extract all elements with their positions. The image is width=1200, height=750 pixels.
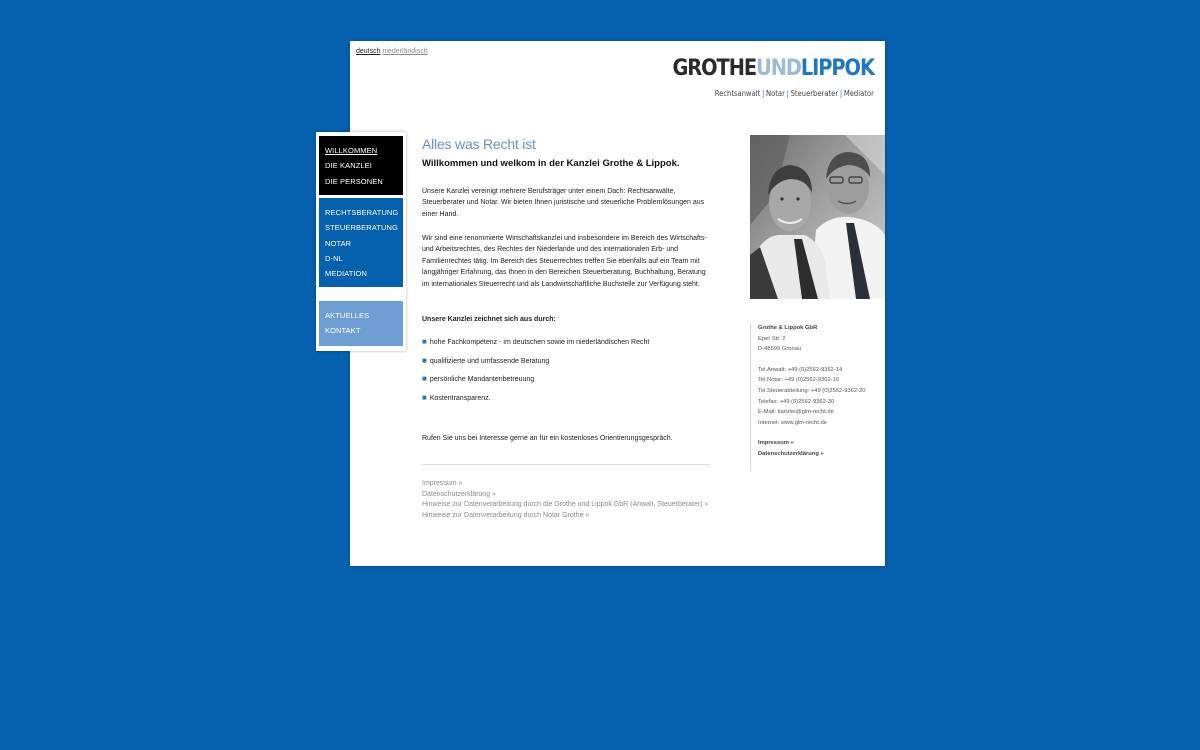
main-content xyxy=(422,136,712,520)
sidebar-datenschutz-link[interactable]: Datenschutzerklärung » xyxy=(758,451,824,458)
datenschutz-link[interactable]: Datenschutzerklärung » xyxy=(422,490,496,498)
nav-item-steuerberatung[interactable]: STEUERBERATUNG xyxy=(325,223,398,233)
feature-text: Kostentransparenz. xyxy=(429,394,491,402)
list-item xyxy=(422,392,649,411)
tagline-separator: | xyxy=(786,89,789,98)
nav-item-notar[interactable]: NOTAR xyxy=(325,238,352,248)
feature-text: qualifizierte und umfassende Beratung xyxy=(429,357,550,365)
footer-links xyxy=(422,479,708,522)
nav-item-aktuelles[interactable]: AKTUELLES xyxy=(325,311,370,320)
main-navigation xyxy=(316,132,406,351)
nav-item-die-personen[interactable]: DIE PERSONEN xyxy=(325,176,383,186)
features-title: Unsere Kanzlei zeichnet sich aus durch: xyxy=(422,316,556,323)
nav-item-mediation[interactable]: MEDIATION xyxy=(325,269,368,279)
logo-wordmark xyxy=(673,55,874,83)
logo-part-und: UND xyxy=(756,56,801,81)
divider xyxy=(422,464,710,465)
contact-sidebar xyxy=(750,323,878,471)
impressum-link[interactable]: Impressum » xyxy=(422,480,463,487)
phone-notary: Tel.Notar: +49 (0)2562-9362-16 xyxy=(758,377,840,384)
logo[interactable] xyxy=(645,55,874,98)
phone-tax: Tel.Steuerabteilung: +49 (0)2562-9362-20 xyxy=(758,387,866,394)
content-page xyxy=(350,41,885,566)
description-paragraph: Wir sind eine renommierte Wirtschaftskanzlei und insbesondere im Bereich des Wirtschafts- und Arbeitsrechtes, des Rechtes der Niederlande und des internationalen Erb- und Familienrechtes tätig. Im Bereich des Steuerrechtes treffen Sie ebenfalls auf ein Team mit langjähriger Erfahrung, das Ihnen in den Bereichen Steuerberatung, Buchhaltung, Beratung im internationales Steuerrecht und als Landwirtschaftliche Buchstelle zur Verfügung steht. xyxy=(422,235,707,288)
lang-link-deutsch[interactable]: deutsch xyxy=(356,48,381,55)
website: Internet: www.glm-recht.de xyxy=(758,419,827,426)
tagline-item: Mediator xyxy=(843,89,874,98)
welcome-heading: Willkommen und welkom in der Kanzlei Grothe & Lippok. xyxy=(422,158,680,169)
bullet-icon: ■ xyxy=(422,355,427,365)
nav-group-kanzlei xyxy=(319,136,403,195)
page-title: Alles was Recht ist xyxy=(422,136,536,152)
list-item xyxy=(422,336,649,355)
lang-link-niederlaendisch[interactable]: niederländisch xyxy=(382,48,428,55)
nav-item-rechtsberatung[interactable]: RECHTSBERATUNG xyxy=(325,208,399,217)
city-address: D-48599 Gronau xyxy=(758,346,802,353)
tagline-separator: | xyxy=(839,89,843,98)
street-address: Eper Str. 2 xyxy=(758,335,786,342)
list-item xyxy=(422,373,649,392)
nav-group-services xyxy=(319,198,403,287)
bullet-icon: ■ xyxy=(422,392,427,402)
features-list xyxy=(422,336,649,410)
nav-group-info xyxy=(319,301,403,346)
language-switcher xyxy=(356,48,428,55)
intro-paragraph: Unsere Kanzlei vereinigt mehrere Berufsträger unter einem Dach: Rechtsanwälte, Steuerberater und Notar. Wir bieten Ihnen juristische und steuerliche Problemlösungen aus einer Hand. xyxy=(422,188,705,218)
nav-item-kontakt[interactable]: KONTAKT xyxy=(325,326,361,336)
datenverarbeitung-notar-link[interactable]: Hinweise zur Datenverarbeitung durch Notar Grothe » xyxy=(422,512,590,520)
bullet-icon: ■ xyxy=(422,337,427,346)
logo-part-grothe: GROTHE xyxy=(672,56,757,81)
sidebar-impressum-link[interactable]: Impressum » xyxy=(758,440,794,447)
company-name: Grothe & Lippok GbR xyxy=(758,325,818,331)
nav-item-d-nl[interactable]: D-NL xyxy=(325,253,343,263)
feature-text: persönliche Mandantenbetreuung xyxy=(429,376,535,384)
partners-photo-image xyxy=(750,135,885,299)
logo-tagline xyxy=(679,89,874,98)
nav-item-die-kanzlei[interactable]: DIE KANZLEI xyxy=(325,161,372,171)
tagline-item: Steuerberater xyxy=(790,89,839,98)
logo-part-lippok: LIPPOK xyxy=(800,56,874,81)
tagline-item: Rechtsanwalt xyxy=(714,89,761,98)
phone-lawyer: Tel.Anwalt: +49 (0)2562-9362-14 xyxy=(758,366,843,373)
fax: Telefax: +49 (0)2562-9362-30 xyxy=(758,398,835,405)
call-to-action-text: Rufen Sie uns bei Interesse gerne an für ein kostenloses Orientierungsgespräch. xyxy=(422,435,673,442)
tagline-separator: | xyxy=(762,89,765,98)
bullet-icon: ■ xyxy=(422,374,427,384)
tagline-item: Notar xyxy=(766,89,785,98)
feature-text: hohe Fachkompetenz - im deutschen sowie im niederländischen Recht xyxy=(429,339,650,346)
nav-item-willkommen[interactable]: WILLKOMMEN xyxy=(325,146,378,155)
list-item xyxy=(422,355,649,374)
datenverarbeitung-gbr-link[interactable]: Hinweise zur Datenverarbeitung durch die Grothe und Lippok GbR (Anwalt, Steuerberater) » xyxy=(422,501,709,509)
email: E-Mail: kanzlei@glm-recht.de xyxy=(758,409,834,416)
partners-photo xyxy=(750,135,885,299)
